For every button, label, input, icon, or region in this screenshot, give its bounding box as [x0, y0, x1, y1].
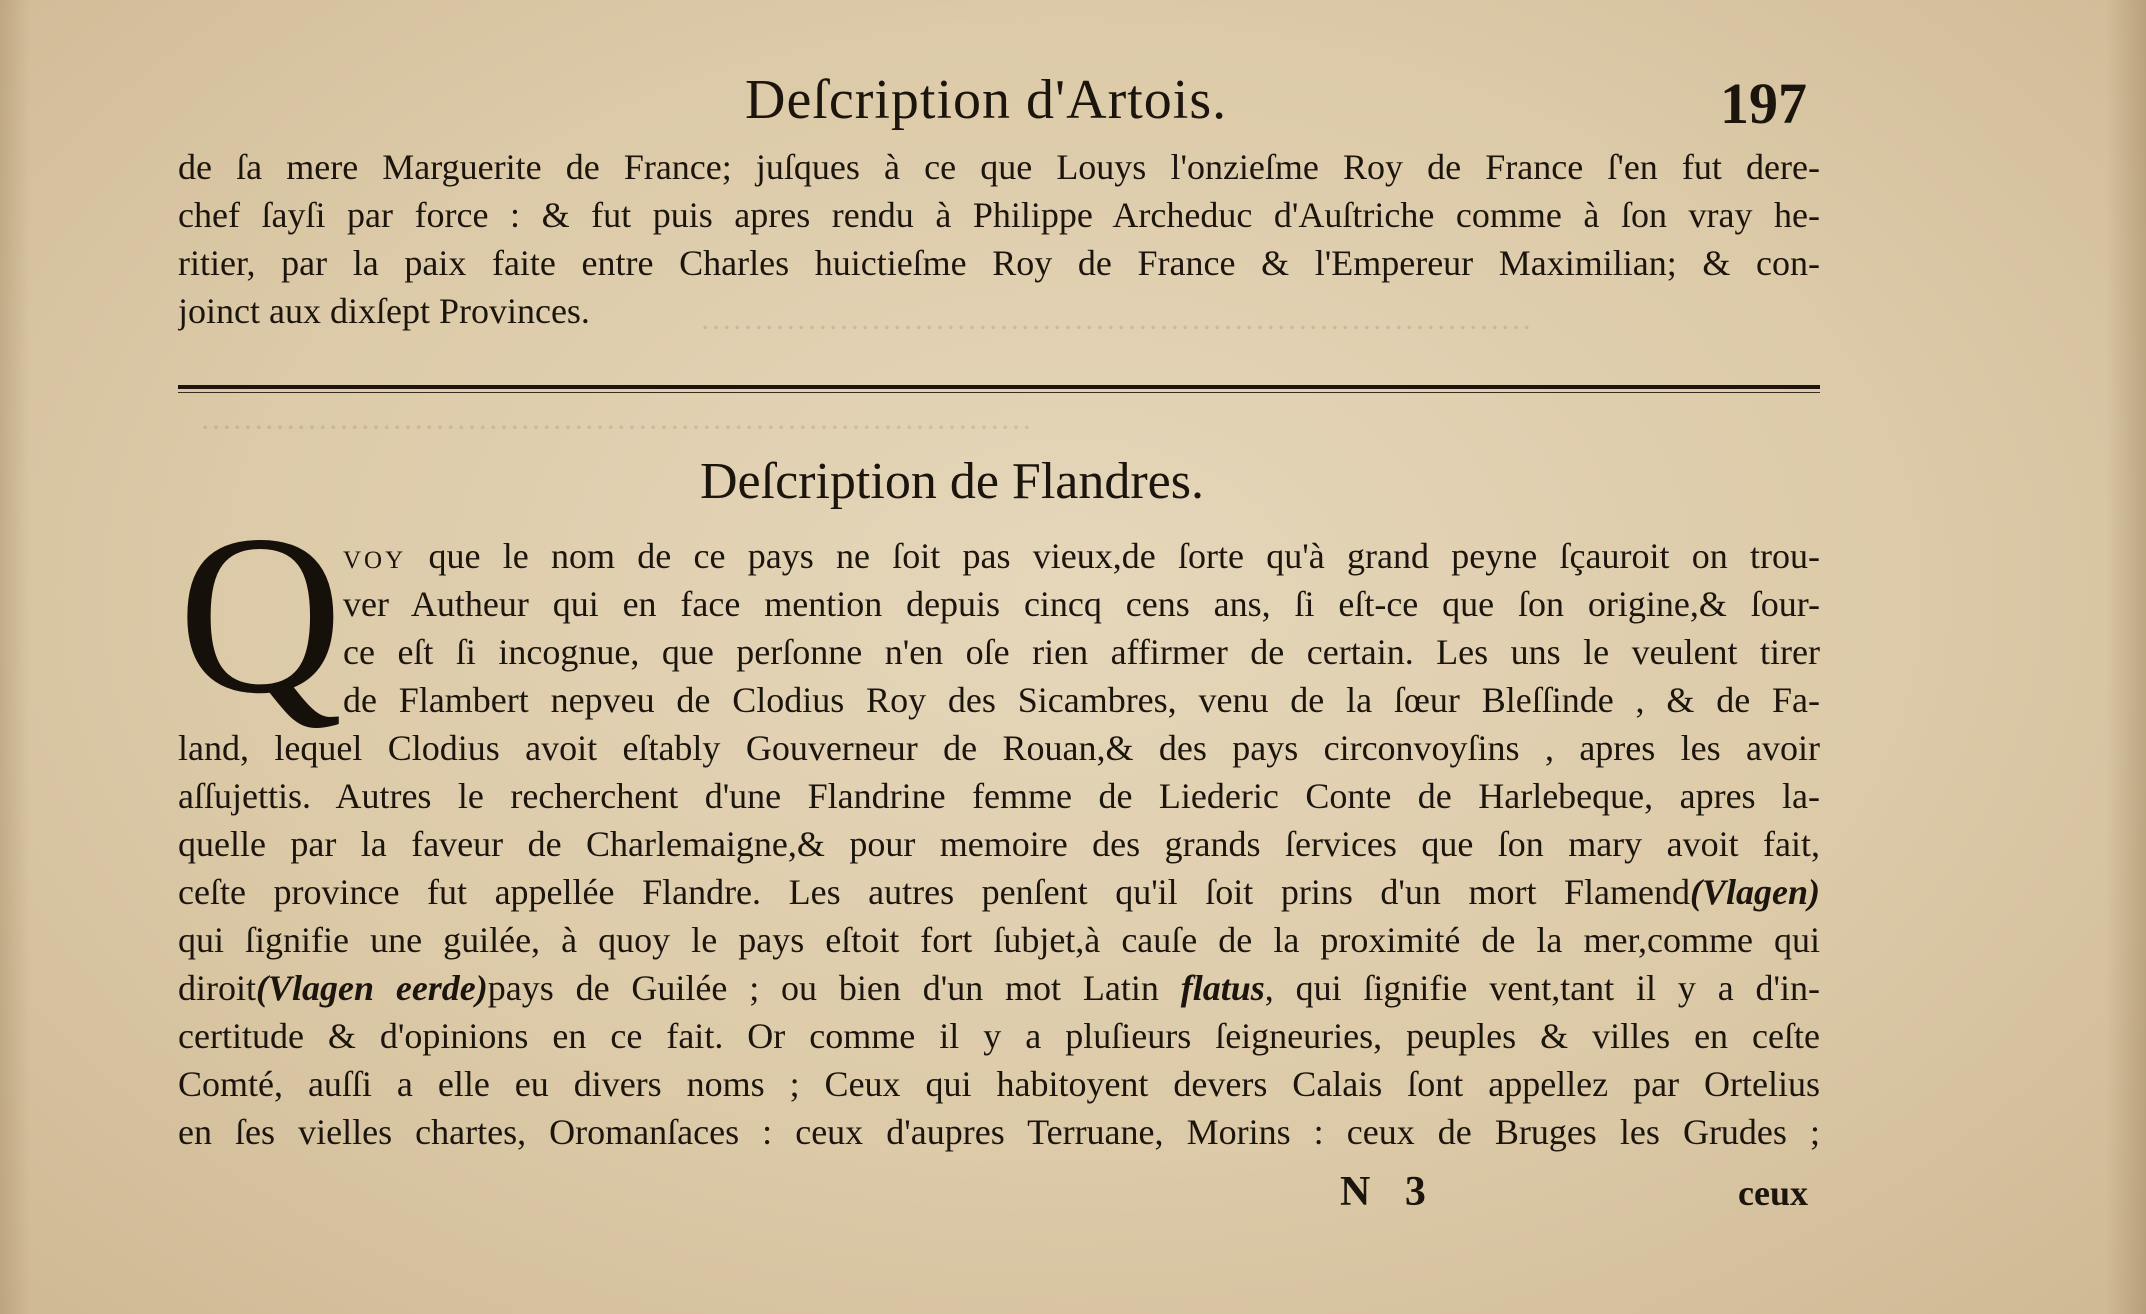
- bleed-through: ……………………………………………………………………: [700, 300, 1532, 336]
- running-title: Deſcription d'Artois.: [745, 69, 1228, 131]
- text-line: ritier, par la paix faite entre Charles huictieſme Roy de France & l'Empereur Maximilian; & con-: [178, 243, 1820, 283]
- text-run: , qui ſignifie vent,tant il y a d'in-: [1264, 968, 1820, 1008]
- page-edge-shadow-left: [0, 0, 30, 1314]
- text-run: pays de Guilée ; ou bien d'un mot Latin: [487, 968, 1181, 1008]
- text-line: chef ſayſi par force : & fut puis apres rendu à Philippe Archeduc d'Auſtriche comme à ſon vray he-: [178, 195, 1820, 235]
- page-number: 197: [1720, 71, 1807, 136]
- italic-term: flatus: [1180, 968, 1265, 1008]
- text-run: diroit: [178, 968, 256, 1008]
- section-rule: [178, 385, 1820, 389]
- bleed-through: ……………………………………………………………………: [200, 400, 1032, 436]
- section-title: Deſcription de Flandres.: [700, 453, 1204, 510]
- text-line: de ſa mere Marguerite de France; juſques à ce que Louys l'onzieſme Roy de France ſ'en fut dere-: [178, 147, 1820, 187]
- top-paragraph: [178, 143, 1820, 335]
- text-line: joinct aux dixſept Provinces.: [178, 291, 590, 331]
- italic-term: (Vlagen eerde): [256, 968, 488, 1008]
- text-line: ce eſt ſi incognue, que perſonne n'en oſe rien affirmer de certain. Les uns le veulent tirer: [343, 632, 1820, 672]
- page-edge-shadow-right: [2106, 0, 2146, 1314]
- text-line: [178, 868, 1820, 916]
- italic-term: (Vlagen): [1690, 872, 1820, 912]
- text-run: ceſte province fut appellée Flandre. Les autres penſent qu'il ſoit prins d'un mort Flamend: [178, 872, 1690, 912]
- text-line: Comté, auſſi a elle eu divers noms ; Ceux qui habitoyent devers Calais ſont appellez par Ortelius: [178, 1064, 1820, 1104]
- signature-mark: N 3: [1340, 1169, 1438, 1215]
- text-line: aſſujettis. Autres le recherchent d'une Flandrine femme de Liederic Conte de Harlebeque, apres la-: [178, 776, 1820, 816]
- text-line: quelle par la faveur de Charlemaigne,& pour memoire des grands ſervices que ſon mary avoit fait,: [178, 824, 1820, 864]
- text-line: [178, 964, 1820, 1012]
- catchword: ceux: [1738, 1173, 1808, 1213]
- text-line: certitude & d'opinions en ce fait. Or comme il y a pluſieurs ſeigneuries, peuples & villes en ceſte: [178, 1016, 1820, 1056]
- text-line: de Flambert nepveu de Clodius Roy des Sicambres, venu de la ſœur Bleſſinde , & de Fa-: [343, 680, 1820, 720]
- text-line: en ſes vielles chartes, Oromanſaces : ceux d'aupres Terruane, Morins : ceux de Bruges les Grudes ;: [178, 1112, 1820, 1152]
- running-head: [0, 68, 2146, 148]
- page-footer: [0, 1168, 2146, 1218]
- main-paragraph: [178, 532, 1820, 1156]
- text-line: qui ſignifie une guilée, à quoy le pays eſtoit fort ſubjet,à cauſe de la proximité de la mer,comme qui: [178, 920, 1820, 960]
- first-word: voy: [343, 536, 407, 576]
- text-line: ver Autheur qui en face mention depuis cincq cens ans, ſi eſt-ce que ſon origine,& ſour-: [343, 584, 1820, 624]
- text-line: [178, 532, 1820, 580]
- drop-cap: Q: [178, 489, 343, 741]
- section-rule-thin: [178, 392, 1820, 393]
- text-line: land, lequel Clodius avoit eſtably Gouverneur de Rouan,& des pays circonvoyſins , apres les avoir: [178, 728, 1820, 768]
- text-run: que le nom de ce pays ne ſoit pas vieux,de ſorte qu'à grand peyne ſçauroit on trou-: [406, 536, 1820, 576]
